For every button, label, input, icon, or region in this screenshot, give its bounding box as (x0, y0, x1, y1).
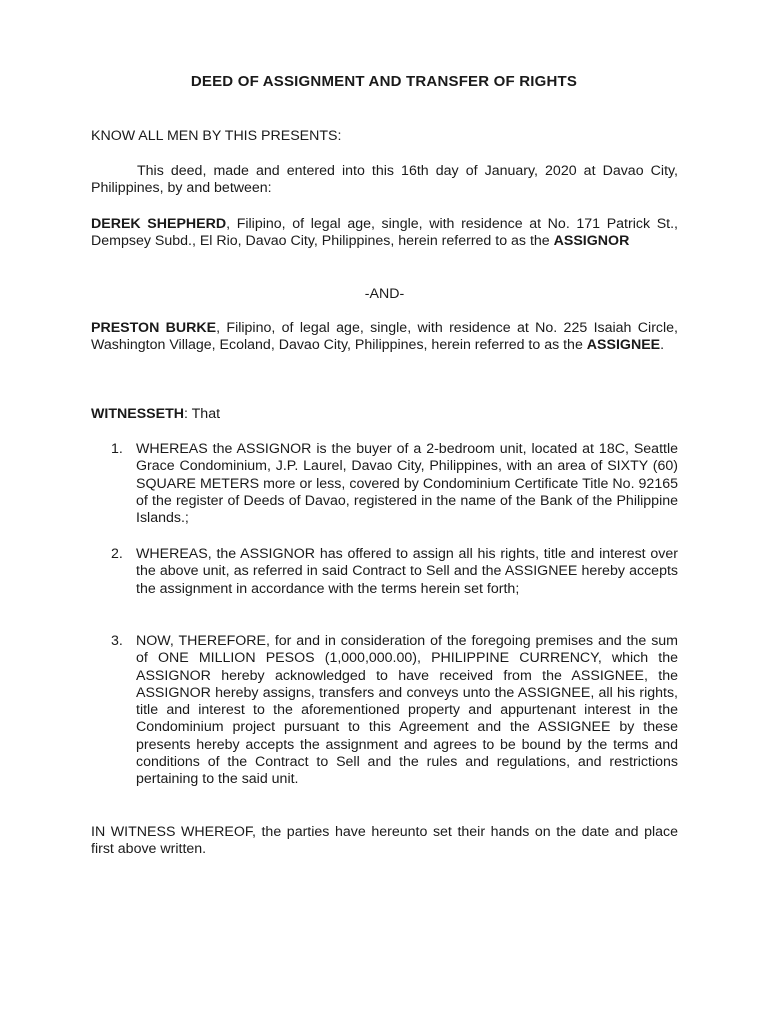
list-item-number: 2. (111, 546, 123, 562)
assignor-details: , Filipino, of legal age, single, with residence at No. 171 Patrick St., Dempsey Subd., El Rio, Davao City, Philippines, herein referred to as the (91, 216, 678, 250)
assignor-role: ASSIGNOR (553, 233, 630, 250)
list-item (111, 546, 678, 598)
assignee-paragraph (91, 320, 678, 355)
assignee-name: PRESTON BURKE (91, 320, 217, 336)
witnesseth-rest: : That (184, 406, 221, 422)
assignee-role: ASSIGNEE (586, 337, 661, 354)
witnesseth-label: WITNESSETH (91, 406, 185, 422)
witnesseth-paragraph (91, 406, 678, 423)
list-item (111, 633, 678, 789)
list-item-text: WHEREAS the ASSIGNOR is the buyer of a 2-bedroom unit, located at 18C, Seattle Grace Condominium, J.P. Laurel, Davao City, Philippines, with an area of SIXTY (60) SQUARE METERS more or less, covered by Condominium Certificate Title No. 92165 of the register of Deeds of Davao, registered in the name of the Bank of the Philippine Islands.; (136, 441, 678, 527)
salutation: KNOW ALL MEN BY THIS PRESENTS: (91, 128, 342, 144)
document-title: DEED OF ASSIGNMENT AND TRANSFER OF RIGHTS (190, 73, 578, 90)
list-item-number: 1. (111, 441, 123, 457)
and-separator: -AND- (364, 286, 405, 302)
list-item-text: WHEREAS, the ASSIGNOR has offered to assign all his rights, title and interest over the above unit, as referred in said Contract to Sell and the ASSIGNEE hereby accepts the assignment in accordance with the terms herein set forth; (136, 546, 678, 597)
list-item-text: NOW, THEREFORE, for and in consideration of the foregoing premises and the sum of ONE MILLION PESOS (1,000,000.00), PHILIPPINE CURRENCY, which the ASSIGNOR hereby acknowledged to have received from the ASSIGNEE, the ASSIGNOR hereby assigns, transfers and conveys unto the ASSIGNEE, all his rights, title and interest to the aforementioned property and appurtenant interest in the Condominium project pursuant to this Agreement and the ASSIGNEE by these presents hereby accepts the assignment and agrees to be bound by the terms and conditions of the Contract to Sell and the rules and regulations, and restrictions pertaining to the said unit. (136, 633, 678, 788)
assignee-details: , Filipino, of legal age, single, with residence at No. 225 Isaiah Circle, Washington Village, Ecoland, Davao City, Philippines, herein referred to as the (91, 320, 678, 354)
assignor-name: DEREK SHEPHERD (91, 216, 227, 232)
closing-paragraph: IN WITNESS WHEREOF, the parties have hereunto set their hands on the date and place first above written. (91, 824, 678, 858)
assignee-end: . (660, 337, 665, 354)
intro-paragraph: This deed, made and entered into this 16th day of January, 2020 at Davao City, Philippines, by and between: (91, 163, 678, 197)
list-item-number: 3. (111, 633, 123, 649)
assignor-paragraph (91, 216, 678, 251)
list-item (111, 441, 678, 527)
